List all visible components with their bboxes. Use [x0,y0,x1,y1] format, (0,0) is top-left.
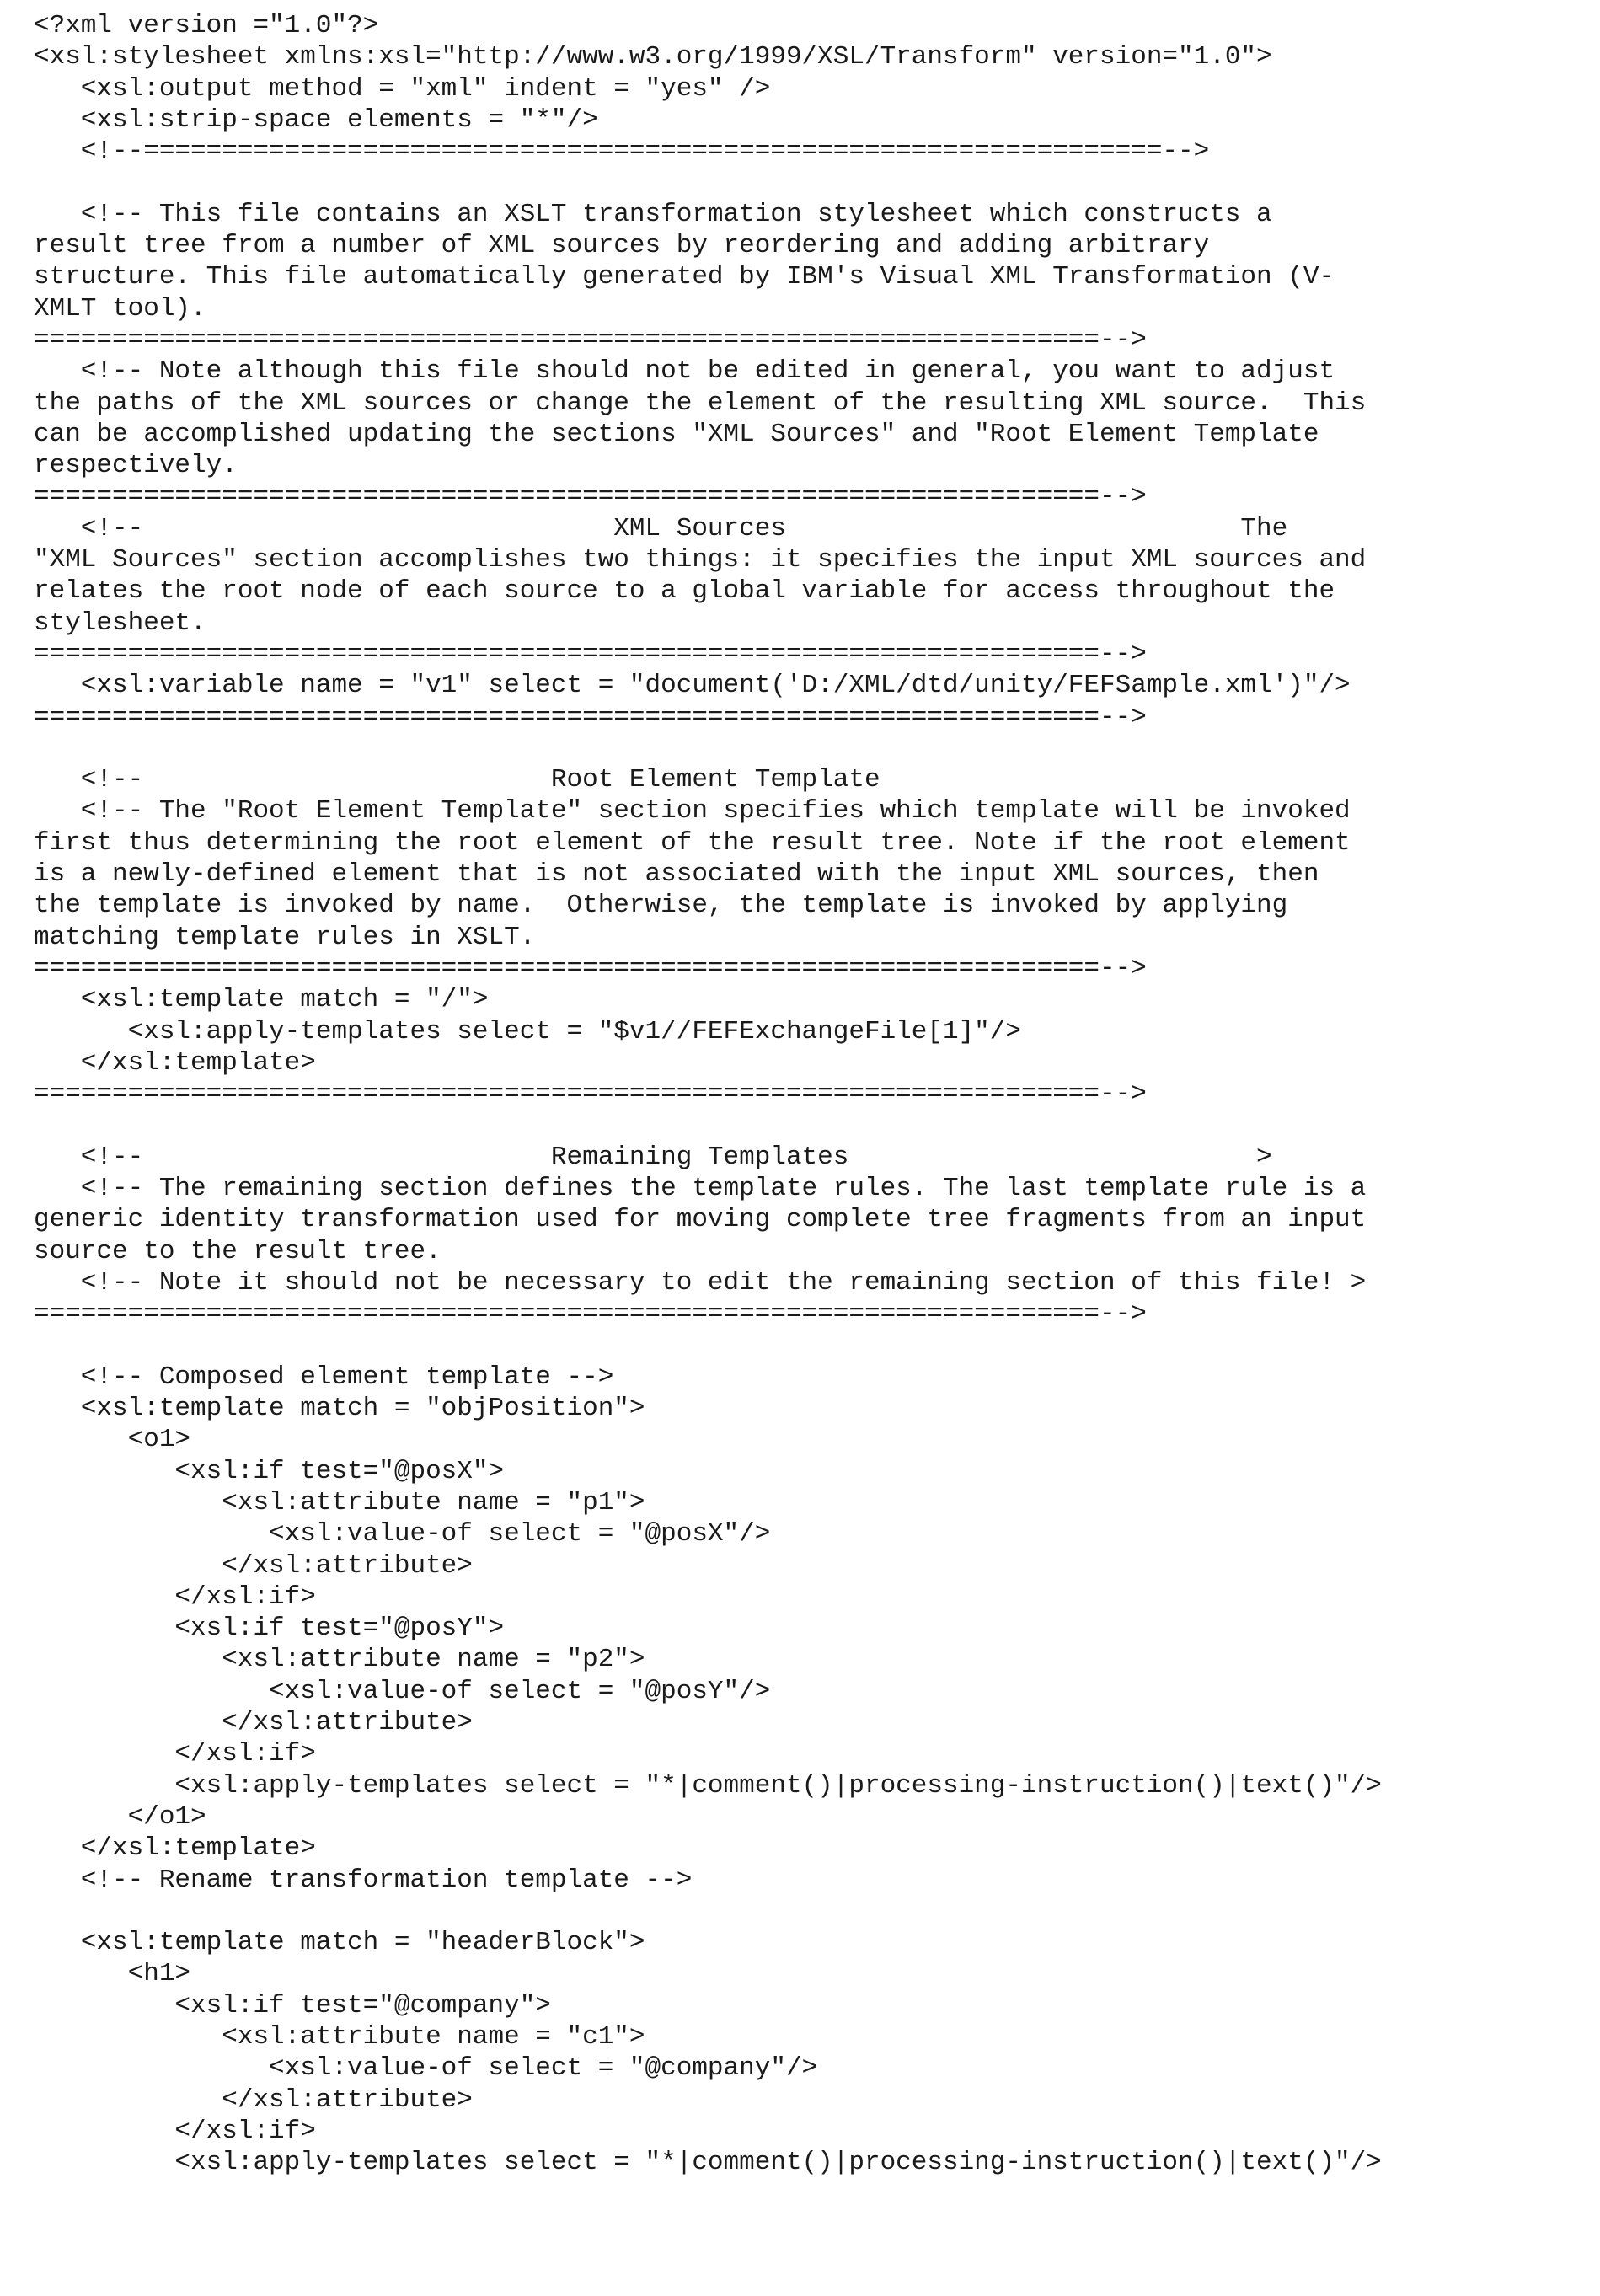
code-line: relates the root node of each source to a global variable for access throughout the [34,576,1335,607]
code-line: <o1> [34,1425,191,1455]
code-line: is a newly-defined element that is not associated with the input XML sources, then [34,859,1319,890]
code-line: <!-- Note although this file should not be edited in general, you want to adjust [34,356,1335,387]
code-line: </xsl:template> [34,1833,316,1864]
code-line: <xsl:template match = "headerBlock"> [34,1928,645,1958]
code-line: <!-- Rename transformation template --> [34,1865,693,1895]
code-line: <xsl:output method = "xml" indent = "yes" /> [34,73,771,104]
xslt-code-listing [34,10,1567,2178]
code-line: <!--=================================================================--> [34,136,1210,167]
code-line: XMLT tool). [34,293,206,324]
code-line: <h1> [34,1959,191,1989]
code-line: <xsl:if test="@posX"> [34,1456,505,1486]
code-line: "XML Sources" section accomplishes two things: it specifies the input XML sources and [34,545,1367,575]
code-line: <?xml version ="1.0"?> [34,11,379,40]
code-line: </o1> [34,1801,206,1832]
code-line: generic identity transformation used for moving complete tree fragments from an input [34,1205,1367,1235]
code-line: <xsl:value-of select = "@posY"/> [34,1676,771,1706]
code-line: <!-- The "Root Element Template" section specifies which template will be invoked [34,796,1351,827]
code-line: <xsl:attribute name = "c1"> [34,2022,645,2052]
code-line: </xsl:if> [34,1739,316,1769]
code-line: <xsl:apply-templates select = "*|comment()|processing-instruction()|text()"/> [34,1770,1382,1801]
code-line: <xsl:attribute name = "p2"> [34,1645,645,1675]
code-line: ====================================================================--> [34,702,1147,732]
code-line: <xsl:attribute name = "p1"> [34,1487,645,1517]
code-line: <!-- The remaining section defines the template rules. The last template rule is a [34,1173,1367,1203]
code-line: <xsl:strip-space elements = "*"/> [34,104,598,135]
code-line: <xsl:template match = "/"> [34,985,489,1015]
code-line: ====================================================================--> [34,1079,1147,1110]
code-line: the template is invoked by name. Otherwise, the template is invoked by applying [34,891,1288,921]
code-line: </xsl:attribute> [34,1550,473,1581]
code-line [34,733,1567,764]
code-line: the paths of the XML sources or change the element of the resulting XML source. This [34,388,1367,418]
code-line [34,1330,1567,1361]
code-line: <!-- Root Element Template [34,765,880,795]
code-line: ====================================================================--> [34,953,1147,983]
code-line: <!-- Remaining Templates > [34,1142,1272,1172]
code-line: respectively. [34,451,238,481]
code-line: <xsl:apply-templates select = "$v1//FEFExchangeFile[1]"/> [34,1016,1021,1046]
code-line: result tree from a number of XML sources by reordering and adding arbitrary [34,231,1210,261]
code-line: ====================================================================--> [34,639,1147,669]
code-line: stylesheet. [34,607,206,638]
code-line: </xsl:attribute> [34,2085,473,2115]
code-line: </xsl:if> [34,2116,316,2146]
code-line [34,1110,1567,1141]
code-line: <!-- XML Sources The [34,513,1288,543]
code-line: </xsl:if> [34,1582,316,1612]
code-line [34,1896,1567,1927]
code-line: first thus determining the root element of the result tree. Note if the root element [34,827,1351,858]
code-line: <!-- Note it should not be necessary to edit the remaining section of this file! > [34,1267,1367,1298]
code-line: </xsl:attribute> [34,1708,473,1738]
code-line: <xsl:value-of select = "@posX"/> [34,1519,771,1549]
code-line: <!-- This file contains an XSLT transformation stylesheet which constructs a [34,199,1272,229]
code-line: <xsl:apply-templates select = "*|comment()|processing-instruction()|text()"/> [34,2148,1382,2178]
code-line: ====================================================================--> [34,482,1147,512]
code-line: matching template rules in XSLT. [34,922,536,952]
code-line: ====================================================================--> [34,1299,1147,1330]
code-line: <xsl:value-of select = "@company"/> [34,2053,818,2084]
code-line: <xsl:template match = "objPosition"> [34,1394,645,1424]
code-line: <xsl:if test="@posY"> [34,1614,505,1644]
code-line [34,167,1567,198]
code-line: can be accomplished updating the sections "XML Sources" and "Root Element Template [34,419,1319,449]
code-line: </xsl:template> [34,1047,316,1078]
code-line: <!-- Composed element template --> [34,1362,614,1392]
code-line: <xsl:stylesheet xmlns:xsl="http://www.w3.org/1999/XSL/Transform" version="1.0"> [34,42,1272,72]
code-line: ====================================================================--> [34,324,1147,355]
code-line: <xsl:variable name = "v1" select = "document('D:/XML/dtd/unity/FEFSample.xml')"/> [34,671,1351,701]
code-line: source to the result tree. [34,1236,441,1266]
code-line: structure. This file automatically generated by IBM's Visual XML Transformation (V- [34,262,1335,292]
code-line: <xsl:if test="@company"> [34,1990,551,2020]
